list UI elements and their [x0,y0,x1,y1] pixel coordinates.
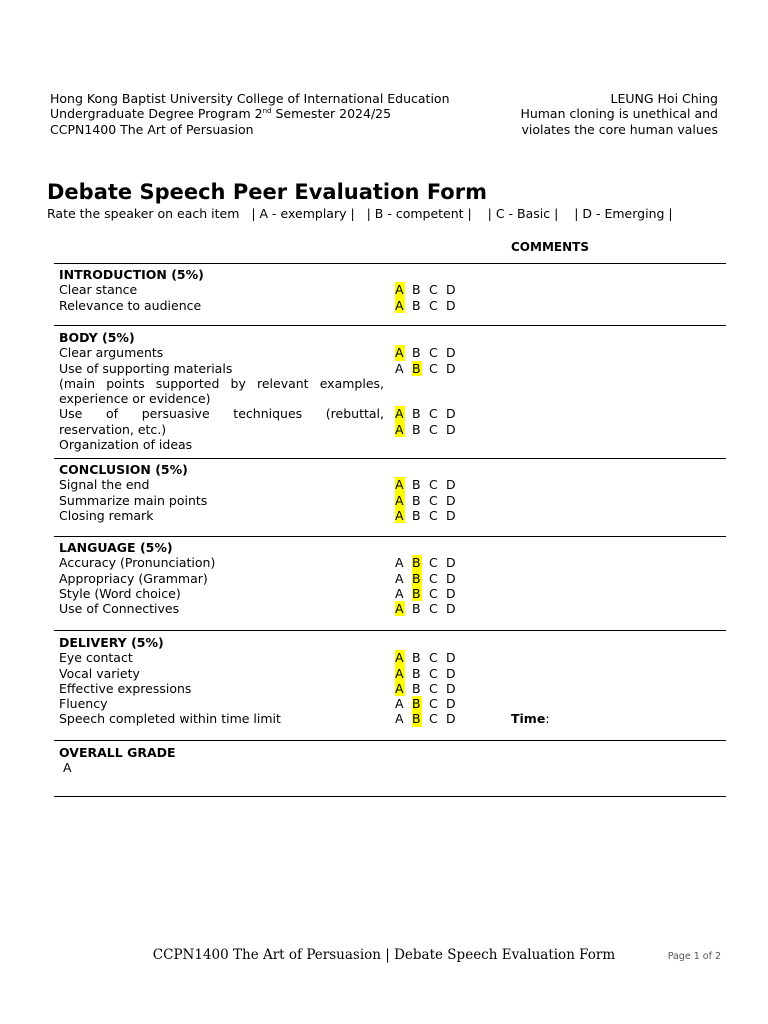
section-introduction [59,267,719,313]
comments-heading: COMMENTS [511,240,589,254]
criterion-label: Closing remark [59,507,154,523]
grade-option-d[interactable]: D [446,601,456,617]
grade-option-a[interactable]: A [395,570,404,586]
institution-name: Hong Kong Baptist University College of International Education [50,91,450,106]
grade-option-a[interactable]: A [395,492,404,508]
header-left [50,91,450,137]
grade-option-b[interactable]: B [412,680,421,696]
criterion-label: Accuracy (Pronunciation) [59,555,216,571]
grade-options [395,650,456,665]
debate-topic-line-1: Human cloning is unethical and [520,106,718,122]
grade-option-b[interactable]: B [412,555,421,571]
program-line: Undergraduate Degree Program 2nd Semester 2024/25 [50,106,392,122]
grade-options [395,571,456,586]
grade-option-b[interactable]: B [412,297,421,313]
criterion-label: Fluency [59,696,108,712]
grade-option-c[interactable]: C [429,345,438,361]
grade-option-d[interactable]: D [446,711,456,727]
grade-option-c[interactable]: C [429,297,438,313]
grade-options [395,361,456,376]
grade-option-b[interactable]: B [412,711,421,727]
grade-option-c[interactable]: C [429,421,438,437]
grade-option-d[interactable]: D [446,650,456,666]
grade-options [395,493,456,508]
grade-options [395,345,456,360]
grade-option-b[interactable]: B [412,665,421,681]
criterion-label: Appropriacy (Grammar) [59,570,208,586]
grade-options [395,282,456,297]
grade-option-b[interactable]: B [412,406,421,422]
grade-option-c[interactable]: C [429,477,438,493]
form-title: Debate Speech Peer Evaluation Form [47,180,487,204]
scale-a: | A - exemplary | [251,206,355,221]
section-conclusion [59,462,719,523]
criterion-label: Organization of ideas [59,437,193,453]
criterion-label: Use of persuasive techniques (rebuttal, [59,406,384,422]
divider [54,458,726,459]
grade-option-b[interactable]: B [412,650,421,666]
grade-option-d[interactable]: D [446,585,456,601]
criterion-label: Clear stance [59,282,138,298]
criterion-row [59,391,719,406]
grade-option-a[interactable]: A [395,477,404,493]
criterion-row [59,376,719,391]
grade-option-b[interactable]: B [412,282,421,298]
grade-option-a[interactable]: A [395,360,404,376]
divider [54,740,726,741]
debate-topic-line-2: violates the core human values [521,121,718,137]
grade-option-d[interactable]: D [446,297,456,313]
grade-option-c[interactable]: C [429,555,438,571]
grade-option-a[interactable]: A [395,650,404,666]
time-colon: : [545,711,550,727]
criterion-label: Eye contact [59,650,133,666]
criterion-label: Relevance to audience [59,297,202,313]
criterion-row [59,696,719,711]
criterion-row [59,298,719,313]
grade-option-a[interactable]: A [395,711,404,727]
criterion-row [59,437,719,452]
criterion-row [59,406,719,421]
criterion-label: Effective expressions [59,680,192,696]
grade-option-b[interactable]: B [412,601,421,617]
scale-b: | B - competent | [366,206,472,221]
grade-options [395,555,456,570]
criterion-row [59,650,719,665]
grade-option-d[interactable]: D [446,696,456,712]
grade-option-d[interactable]: D [446,421,456,437]
overall-grade-value: A [63,760,72,776]
grade-option-d[interactable]: D [446,665,456,681]
grade-option-a[interactable]: A [395,507,404,523]
grade-option-c[interactable]: C [429,492,438,508]
grade-option-b[interactable]: B [412,345,421,361]
introduction-heading: INTRODUCTION (5%) [59,267,204,282]
grade-options [395,681,456,696]
grade-option-d[interactable]: D [446,282,456,298]
delivery-heading: DELIVERY (5%) [59,635,164,650]
grade-option-a[interactable]: A [395,345,404,361]
grade-option-a[interactable]: A [395,665,404,681]
grade-options [395,696,456,711]
language-heading: LANGUAGE (5%) [59,540,173,555]
grade-options [395,406,456,421]
criterion-label: Style (Word choice) [59,585,181,601]
grade-option-d[interactable]: D [446,570,456,586]
criterion-row [59,666,719,681]
criterion-row [59,422,719,437]
grade-option-a[interactable]: A [395,555,404,571]
criterion-label: Vocal variety [59,665,140,681]
header-right [520,91,718,137]
criterion-row [59,555,719,570]
grade-option-d[interactable]: D [446,406,456,422]
grade-option-c[interactable]: C [429,406,438,422]
page-number: Page 1 of 2 [667,951,721,962]
criterion-label: Signal the end [59,477,150,493]
time-label: Time [511,711,546,727]
grade-option-c[interactable]: C [429,507,438,523]
rating-scale-line [47,206,673,221]
grade-option-a[interactable]: A [395,282,404,298]
grade-options [395,477,456,492]
grade-option-a[interactable]: A [395,601,404,617]
overall-grade-heading: OVERALL GRADE [59,745,176,760]
criterion-label: Use of supporting materials [59,360,233,376]
grade-options [395,298,456,313]
section-delivery [59,635,719,727]
student-name: LEUNG Hoi Ching [610,91,718,106]
grade-option-c[interactable]: C [429,570,438,586]
criterion-row [59,345,719,360]
scale-c: | C - Basic | [487,206,559,221]
criterion-label: Clear arguments [59,345,164,361]
grade-option-d[interactable]: D [446,345,456,361]
grade-option-d[interactable]: D [446,492,456,508]
page-footer: CCPN1400 The Art of Persuasion | Debate Speech Evaluation Form [152,947,616,963]
grade-option-c[interactable]: C [429,282,438,298]
divider [54,325,726,326]
grade-option-a[interactable]: A [395,680,404,696]
grade-option-d[interactable]: D [446,360,456,376]
criterion-row [59,282,719,297]
divider [54,263,726,264]
criterion-label: Use of Connectives [59,601,180,617]
grade-options [395,711,456,726]
grade-option-c[interactable]: C [429,601,438,617]
grade-option-b[interactable]: B [412,421,421,437]
criterion-row [59,711,719,726]
grade-option-c[interactable]: C [429,665,438,681]
rating-instruction: Rate the speaker on each item [47,206,240,221]
grade-option-a[interactable]: A [395,406,404,422]
grade-options [395,601,456,616]
criterion-row [59,508,719,523]
grade-option-b[interactable]: B [412,696,421,712]
section-language [59,540,719,616]
criterion-row [59,571,719,586]
criterion-label: (main points supported by relevant examples, [59,375,384,391]
grade-option-d[interactable]: D [446,680,456,696]
grade-option-a[interactable]: A [395,585,404,601]
grade-option-a[interactable]: A [395,421,404,437]
grade-option-b[interactable]: B [412,360,421,376]
criterion-label: reservation, etc.) [59,421,167,437]
grade-option-a[interactable]: A [395,297,404,313]
grade-options [395,422,456,437]
grade-option-d[interactable]: D [446,507,456,523]
grade-option-b[interactable]: B [412,477,421,493]
grade-option-d[interactable]: D [446,555,456,571]
grade-option-b[interactable]: B [412,570,421,586]
criterion-row [59,493,719,508]
grade-option-b[interactable]: B [412,492,421,508]
body-heading: BODY (5%) [59,330,135,345]
grade-option-a[interactable]: A [395,696,404,712]
criterion-label: experience or evidence) [59,391,211,407]
grade-option-c[interactable]: C [429,711,438,727]
course-name: CCPN1400 The Art of Persuasion [50,121,254,137]
criterion-row [59,681,719,696]
grade-option-c[interactable]: C [429,650,438,666]
criterion-label: Speech completed within time limit [59,711,281,727]
grade-option-c[interactable]: C [429,696,438,712]
grade-option-c[interactable]: C [429,585,438,601]
grade-options [395,586,456,601]
criterion-row [59,586,719,601]
grade-option-c[interactable]: C [429,360,438,376]
divider [54,630,726,631]
grade-option-b[interactable]: B [412,507,421,523]
section-body [59,330,719,452]
divider [54,796,726,797]
criterion-row [59,361,719,376]
conclusion-heading: CONCLUSION (5%) [59,462,188,477]
time-field [511,711,550,726]
divider [54,536,726,537]
criterion-label: Summarize main points [59,492,208,508]
scale-d: | D - Emerging | [574,206,673,221]
grade-options [395,508,456,523]
grade-option-d[interactable]: D [446,477,456,493]
section-overall-grade [59,745,719,776]
criterion-row [59,477,719,492]
grade-option-b[interactable]: B [412,585,421,601]
grade-options [395,666,456,681]
criterion-row [59,601,719,616]
grade-option-c[interactable]: C [429,680,438,696]
